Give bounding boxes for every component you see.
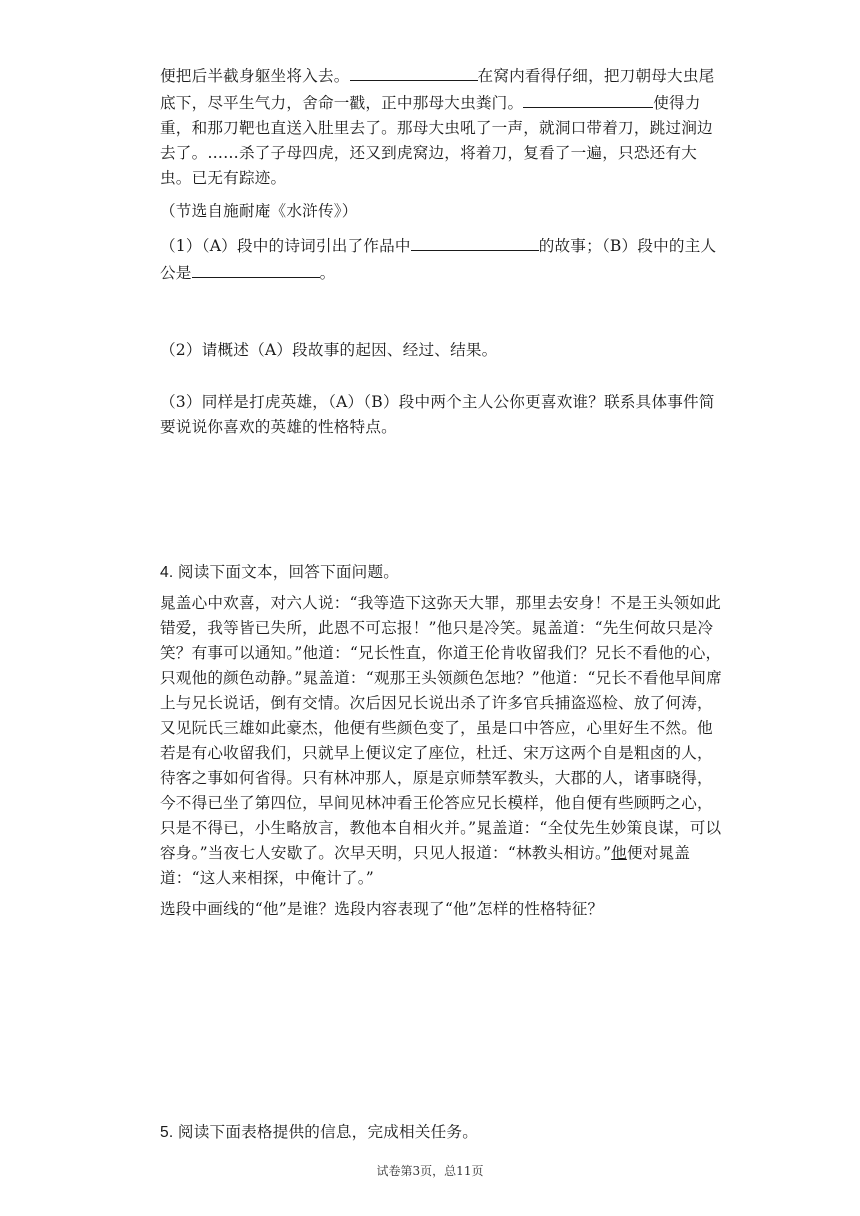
underlined-pronoun: 他 xyxy=(611,844,627,862)
passage-b-part1: 便把后半截身躯坐将入去。 xyxy=(160,67,350,85)
answer-blank[interactable] xyxy=(411,232,539,251)
page-content xyxy=(160,62,728,1145)
question-4-passage-part1: 晁盖心中欢喜，对六人说：“我等造下这弥天大罪，那里去安身！不是王头领如此错爱，我等皆已失所，此恩不可忘报！”他只是冷笑。晁盖道：“先生何故只是冷笑？有事可以通知。”他道：“兄长性直，你道王伦肯收留我们？兄长不看他的心，只观他的颜色动静。”晁盖道：“观那王头领颜色怎地？”他道：“兄长不看他早间席上与兄长说话，倒有交情。次后因兄长说出杀了许多官兵捕盗巡检、放了何涛，又见阮氏三雄如此豪杰，他便有些颜色变了，虽是口中答应，心里好生不然。他若是有心收留我们，只就早上便议定了座位，杜迁、宋万这两个自是粗卤的人，待客之事如何省得。只有林冲那人，原是京师禁军教头，大郡的人，诸事晓得，今不得已坐了第四位，早间见林冲看王伦答应兄长模样，他自便有些顾眄之心，只是不得已，小生略放言，教他本自相火并。”晁盖道：“全仗先生妙策良谋，可以容身。”当夜七人安歇了。次早天明，只见人报道：“林教头相访。” xyxy=(160,594,722,862)
question-4-heading: 4. 阅读下面文本，回答下面问题。 xyxy=(160,564,400,581)
question-4-passage xyxy=(160,591,728,891)
question-3-1 xyxy=(160,232,728,286)
question-4-prompt: 选段中画线的“他”是谁？选段内容表现了“他”怎样的性格特征？ xyxy=(160,900,604,918)
question-4-passage-part2: 便对晁盖道：“这人来相探，中俺计了。” xyxy=(160,844,691,887)
question-3-1-part3: 。 xyxy=(319,264,336,282)
page-footer: 试卷第3页，总11页 xyxy=(376,1164,484,1178)
question-3-1-part1: （1）（A）段中的诗词引出了作品中 xyxy=(160,237,411,255)
passage-b-text xyxy=(160,62,728,191)
question-3-3: （3）同样是打虎英雄，（A）（B）段中两个主人公你更喜欢谁？联系具体事件简要说说你喜欢的英雄的性格特点。 xyxy=(160,393,715,436)
answer-blank[interactable] xyxy=(523,89,653,108)
question-3-1-part2: 的故事；（B）段中的主人公是 xyxy=(160,237,717,282)
answer-blank[interactable] xyxy=(192,259,320,278)
source-note: （节选自施耐庵《水浒传》） xyxy=(160,202,358,220)
question-5-heading: 5. 阅读下面表格提供的信息，完成相关任务。 xyxy=(160,1124,479,1141)
answer-blank[interactable] xyxy=(350,62,478,81)
question-3-2: （2）请概述（A）段故事的起因、经过、结果。 xyxy=(160,341,498,359)
passage-b-part3: 使得力重，和那刀靶也直送入肚里去了。那母大虫吼了一声，就洞口带着刀，跳过涧边去了。……杀了子母四虎，还又到虎窝边，将着刀，复看了一遍，只恐还有大虫。已无有踪迹。 xyxy=(160,94,713,187)
passage-b-part2: 在窝内看得仔细，把刀朝母大虫尾底下，尽平生气力，舍命一戳，正中那母大虫粪门。 xyxy=(160,67,715,112)
